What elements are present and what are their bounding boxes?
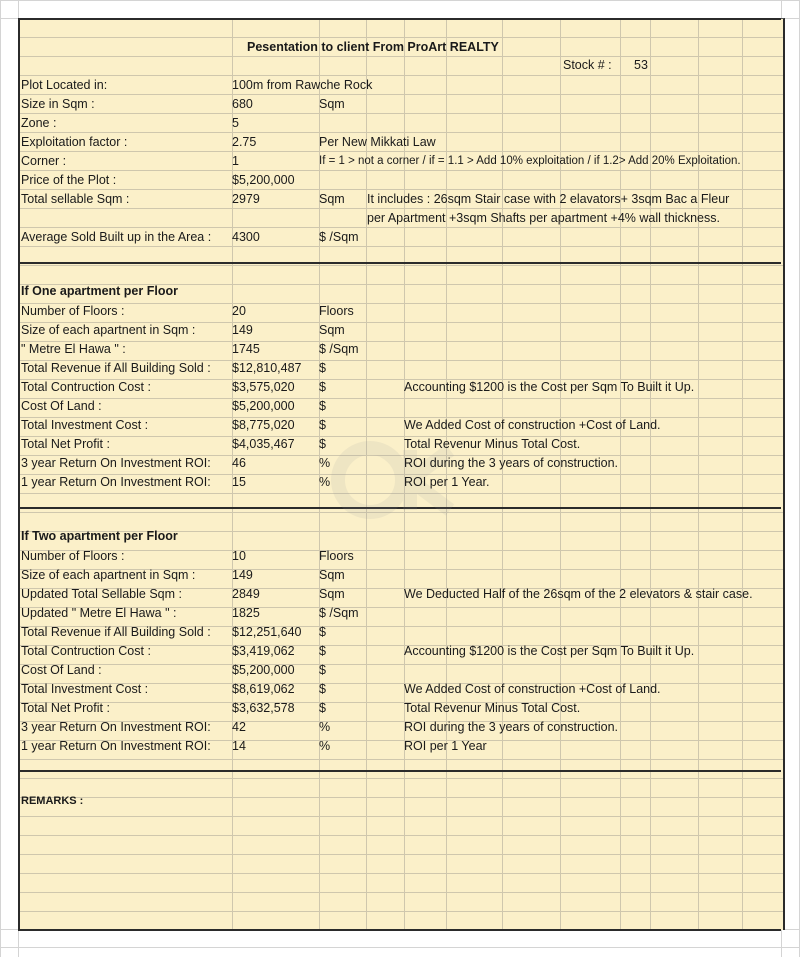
row-unit: $ [319, 682, 326, 696]
sellable-note-2: per Apartment +3sqm Shafts per apartment +4% wall thickness. [367, 211, 720, 225]
stock-value[interactable]: 53 [634, 58, 648, 72]
row-unit: $ [319, 437, 326, 451]
row-unit: $ [319, 418, 326, 432]
row-note: ROI during the 3 years of construction. [404, 720, 618, 734]
zone-value[interactable]: 5 [232, 116, 239, 130]
exploitation-note: Per New Mikkati Law [319, 135, 436, 149]
row-value[interactable]: $12,810,487 [232, 361, 302, 375]
row-label: Size of each apartnent in Sqm : [21, 323, 196, 337]
row-label: " Metre El Hawa " : [21, 342, 126, 356]
size-unit: Sqm [319, 97, 345, 111]
row-note: We Added Cost of construction +Cost of Land. [404, 682, 661, 696]
page-title: Pesentation to client From ProArt REALTY [247, 40, 499, 54]
row-unit: $ [319, 361, 326, 375]
zone-label: Zone : [21, 116, 57, 130]
row-value[interactable]: 42 [232, 720, 246, 734]
row-unit: Floors [319, 549, 354, 563]
exploitation-value[interactable]: 2.75 [232, 135, 257, 149]
row-value[interactable]: $8,775,020 [232, 418, 295, 432]
row-value[interactable]: 1745 [232, 342, 260, 356]
row-label: Total Contruction Cost : [21, 644, 151, 658]
row-value[interactable]: $3,575,020 [232, 380, 295, 394]
row-label: Size of each apartnent in Sqm : [21, 568, 196, 582]
row-value[interactable]: $12,251,640 [232, 625, 302, 639]
row-note: Accounting $1200 is the Cost per Sqm To Built it Up. [404, 644, 695, 658]
row-label: 3 year Return On Investment ROI: [21, 456, 211, 470]
row-label: Cost Of Land : [21, 663, 102, 677]
row-note: Total Revenur Minus Total Cost. [404, 701, 581, 715]
row-value[interactable]: 15 [232, 475, 246, 489]
size-label: Size in Sqm : [21, 97, 95, 111]
row-label: Total Contruction Cost : [21, 380, 151, 394]
row-label: 3 year Return On Investment ROI: [21, 720, 211, 734]
row-value[interactable]: 10 [232, 549, 246, 563]
sellable-unit: Sqm [319, 192, 345, 206]
avg-built-value[interactable]: 4300 [232, 230, 260, 244]
section-divider-2 [18, 507, 781, 509]
row-value[interactable]: 20 [232, 304, 246, 318]
remarks-label: REMARKS : [21, 795, 84, 807]
row-unit: $ [319, 644, 326, 658]
top-border [18, 18, 781, 20]
row-value[interactable]: 1825 [232, 606, 260, 620]
row-unit: $ /Sqm [319, 606, 359, 620]
row-value[interactable]: $3,632,578 [232, 701, 295, 715]
row-unit: $ /Sqm [319, 342, 359, 356]
row-value[interactable]: 2849 [232, 587, 260, 601]
avg-built-unit: $ /Sqm [319, 230, 359, 244]
section-two-apartment-heading: If Two apartment per Floor [21, 529, 178, 543]
row-unit: $ [319, 625, 326, 639]
price-label: Price of the Plot : [21, 173, 117, 187]
section-one-apartment-heading: If One apartment per Floor [21, 284, 178, 298]
row-note: Accounting $1200 is the Cost per Sqm To Built it Up. [404, 380, 695, 394]
size-value[interactable]: 680 [232, 97, 253, 111]
row-unit: $ [319, 701, 326, 715]
row-label: 1 year Return On Investment ROI: [21, 739, 211, 753]
row-label: Number of Floors : [21, 304, 125, 318]
row-value[interactable]: $8,619,062 [232, 682, 295, 696]
row-label: Total Net Profit : [21, 437, 110, 451]
row-unit: % [319, 739, 331, 753]
row-label: Total Revenue if All Building Sold : [21, 361, 211, 375]
location-value[interactable]: 100m from Rawche Rock [232, 78, 373, 92]
row-unit: Sqm [319, 323, 345, 337]
price-value[interactable]: $5,200,000 [232, 173, 295, 187]
row-value[interactable]: $4,035,467 [232, 437, 295, 451]
row-unit: Sqm [319, 568, 345, 582]
row-note: ROI per 1 Year. [404, 475, 490, 489]
row-label: Total Investment Cost : [21, 682, 149, 696]
sellable-label: Total sellable Sqm : [21, 192, 130, 206]
row-value[interactable]: $3,419,062 [232, 644, 295, 658]
row-label: Number of Floors : [21, 549, 125, 563]
sellable-value[interactable]: 2979 [232, 192, 260, 206]
row-unit: $ [319, 399, 326, 413]
row-unit: Sqm [319, 587, 345, 601]
row-unit: % [319, 475, 331, 489]
row-label: Total Net Profit : [21, 701, 110, 715]
row-unit: $ [319, 663, 326, 677]
section-divider-3 [18, 770, 781, 772]
row-value[interactable]: 46 [232, 456, 246, 470]
corner-label: Corner : [21, 154, 67, 168]
row-unit: % [319, 456, 331, 470]
row-note: ROI during the 3 years of construction. [404, 456, 618, 470]
row-note: ROI per 1 Year [404, 739, 487, 753]
row-note: Total Revenur Minus Total Cost. [404, 437, 581, 451]
row-value[interactable]: $5,200,000 [232, 399, 295, 413]
row-label: Updated Total Sellable Sqm : [21, 587, 182, 601]
row-label: Total Investment Cost : [21, 418, 149, 432]
row-value[interactable]: 14 [232, 739, 246, 753]
row-label: Total Revenue if All Building Sold : [21, 625, 211, 639]
stock-label: Stock # : [563, 58, 612, 72]
row-value[interactable]: 149 [232, 568, 253, 582]
row-value[interactable]: 149 [232, 323, 253, 337]
row-label: 1 year Return On Investment ROI: [21, 475, 211, 489]
row-label: Updated " Metre El Hawa " : [21, 606, 177, 620]
section-divider-1 [18, 262, 781, 264]
row-note: We Deducted Half of the 26sqm of the 2 elevators & stair case. [404, 587, 753, 601]
row-unit: % [319, 720, 331, 734]
exploitation-label: Exploitation factor : [21, 135, 128, 149]
row-label: Cost Of Land : [21, 399, 102, 413]
location-label: Plot Located in: [21, 78, 108, 92]
row-note: We Added Cost of construction +Cost of Land. [404, 418, 661, 432]
corner-note: If = 1 > not a corner / if = 1.1 > Add 10% exploitation / if 1.2> Add 20% Exploitation. [319, 155, 741, 167]
avg-built-label: Average Sold Built up in the Area : [21, 230, 212, 244]
bottom-border [18, 929, 781, 931]
row-unit: Floors [319, 304, 354, 318]
row-unit: $ [319, 380, 326, 394]
row-value[interactable]: $5,200,000 [232, 663, 295, 677]
corner-value[interactable]: 1 [232, 154, 239, 168]
sellable-note-1: It includes : 26sqm Stair case with 2 elavators+ 3sqm Bac a Fleur [367, 192, 730, 206]
